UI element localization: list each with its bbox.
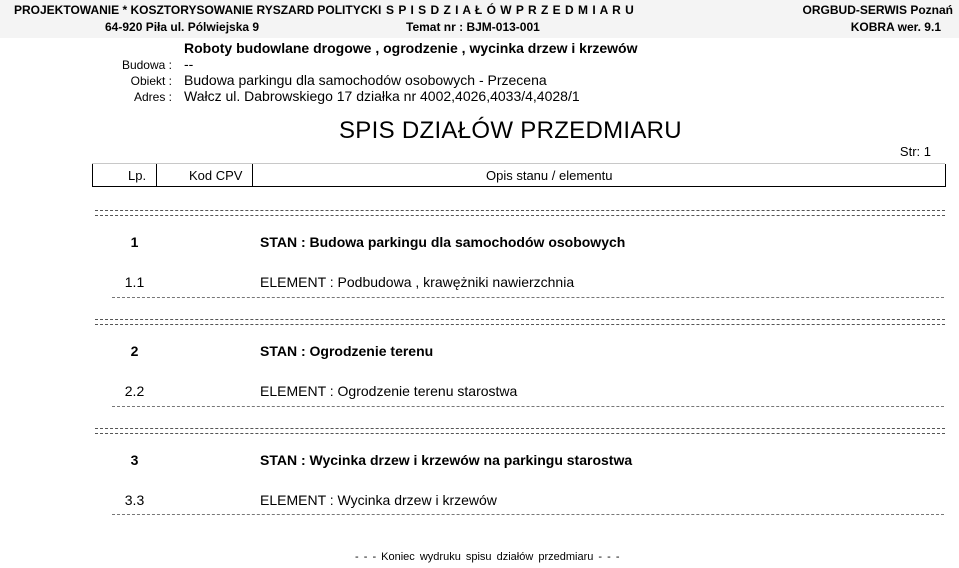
page-number: Str: 1 — [899, 144, 931, 159]
obiekt-value: Budowa parkingu dla samochodów osobowych - Przecena — [184, 72, 547, 88]
element-separator — [112, 406, 944, 407]
element-number: 3.3 — [124, 492, 145, 508]
stan-number: 2 — [130, 343, 139, 359]
section-separator — [95, 319, 945, 325]
element-description: ELEMENT : Wycinka drzew i krzewów — [260, 492, 497, 508]
report-type: S P I S D Z I A Ł Ó W P R Z E D M I A R U — [386, 3, 635, 17]
element-separator — [112, 297, 944, 298]
document-title: SPIS DZIAŁÓW PRZEDMIARU — [339, 117, 682, 144]
software-version: KOBRA wer. 9.1 — [850, 20, 941, 34]
section-separator — [95, 210, 945, 216]
element-description: ELEMENT : Podbudowa , krawężniki nawierzchnia — [260, 274, 575, 290]
stan-description: STAN : Wycinka drzew i krzewów na parkingu starostwa — [260, 452, 633, 468]
budowa-label: Budowa : — [121, 58, 172, 72]
end-of-report: - - - Koniec wydruku spisu działów przedmiaru - - - — [355, 551, 620, 563]
element-number: 1.1 — [124, 274, 145, 290]
project-title: Roboty budowlane drogowe , ogrodzenie , wycinka drzew i krzewów — [184, 40, 638, 56]
adres-value: Wałcz ul. Dabrowskiego 17 działka nr 4002,4026,4033/4,4028/1 — [184, 88, 580, 104]
column-header-kod-cpv: Kod CPV — [189, 168, 243, 183]
column-header-opis: Opis stanu / elementu — [486, 168, 613, 183]
element-number: 2.2 — [124, 383, 145, 399]
stan-description: STAN : Budowa parkingu dla samochodów osobowych — [260, 234, 626, 250]
table-column-divider — [156, 164, 157, 186]
element-description: ELEMENT : Ogrodzenie terenu starostwa — [260, 383, 518, 399]
company-name: PROJEKTOWANIE * KOSZTORYSOWANIE RYSZARD POLITYCKI — [14, 3, 382, 17]
obiekt-label: Obiekt : — [130, 74, 172, 88]
stan-number: 3 — [130, 452, 139, 468]
adres-label: Adres : — [133, 90, 172, 104]
stan-description: STAN : Ogrodzenie terenu — [260, 343, 434, 359]
budowa-value: -- — [184, 56, 194, 72]
topic-number: Temat nr : BJM-013-001 — [406, 20, 540, 34]
company-address: 64-920 Piła ul. Pólwiejska 9 — [105, 20, 260, 34]
software-vendor: ORGBUD-SERWIS Poznań — [802, 3, 953, 17]
element-separator — [112, 514, 944, 515]
section-separator — [95, 428, 945, 434]
stan-number: 1 — [130, 234, 139, 250]
column-header-lp: Lp. — [128, 168, 147, 183]
table-column-divider — [252, 164, 253, 186]
